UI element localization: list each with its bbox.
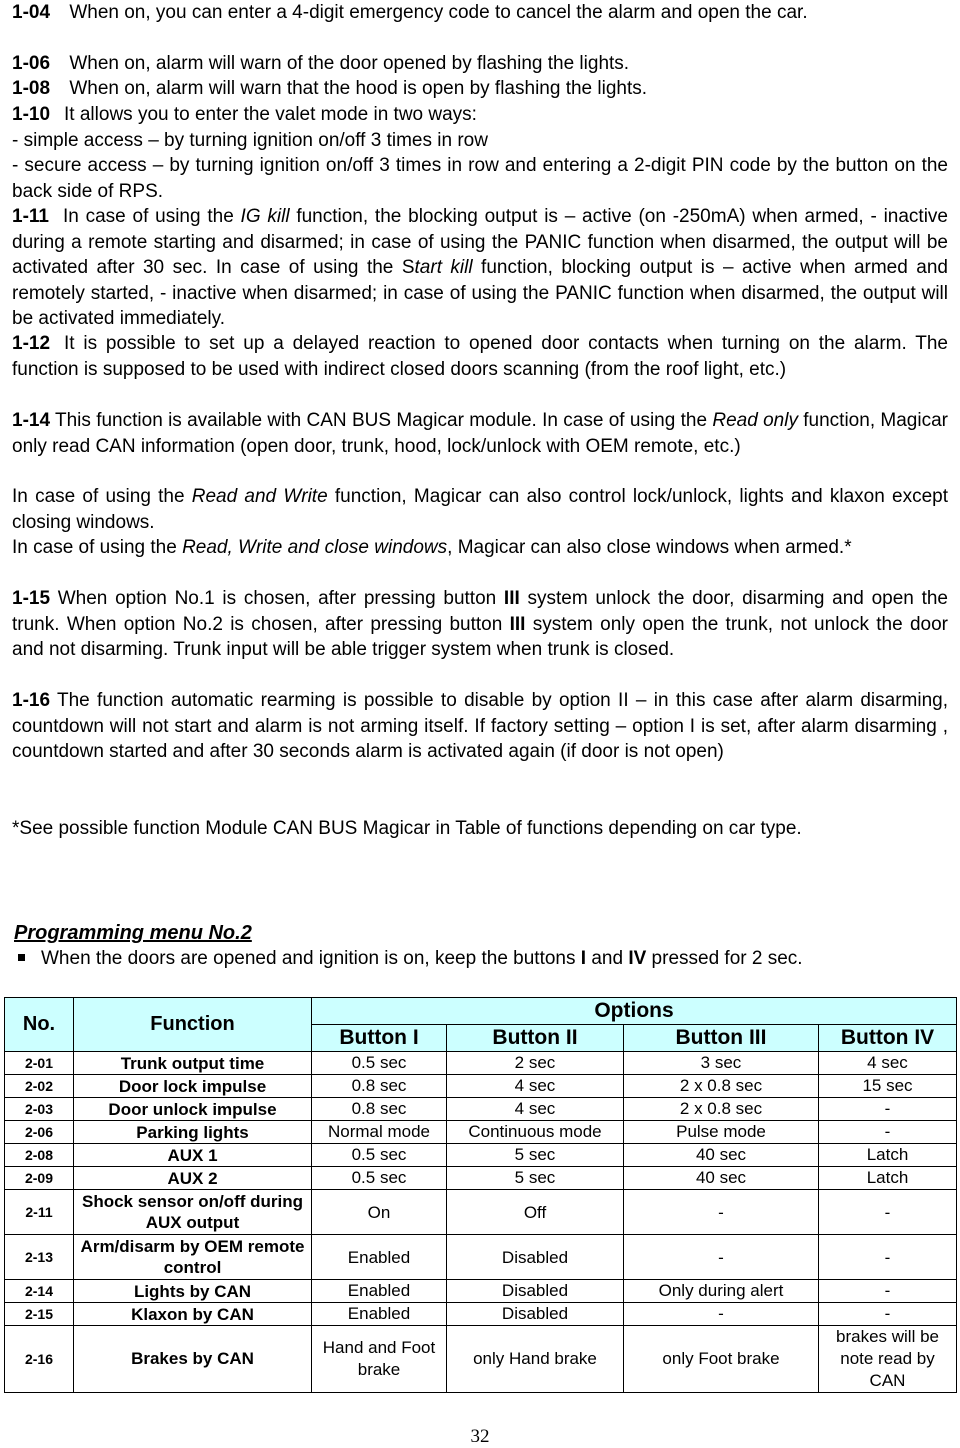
cell-b4: - — [819, 1303, 957, 1326]
cell-no: 2-01 — [5, 1052, 74, 1075]
cell-no: 2-08 — [5, 1144, 74, 1167]
item-1-10: 1-10 It allows you to enter the valet mode in two ways: - simple access – by turning ignition on/off 3 times in row - secure access – by turning ignition on/off 3 times in row and entering a 2-digit PIN code by the button on the back side of RPS. — [12, 104, 948, 202]
header-function: Function — [74, 998, 312, 1052]
cell-fn: AUX 2 — [74, 1167, 312, 1190]
header-button-1: Button I — [312, 1025, 447, 1052]
bullet-square-icon — [18, 954, 25, 961]
cell-no: 2-02 — [5, 1075, 74, 1098]
cell-b2: Off — [447, 1190, 624, 1235]
cell-fn: Shock sensor on/off during AUX output — [74, 1190, 312, 1235]
cell-fn: Brakes by CAN — [74, 1326, 312, 1393]
table-row — [5, 1167, 957, 1190]
table-row — [5, 1052, 957, 1075]
cell-b4: Latch — [819, 1144, 957, 1167]
cell-b3: 2 x 0.8 sec — [624, 1098, 819, 1121]
item-1-08: 1-08 When on, alarm will warn that the hood is open by flashing the lights. — [12, 78, 648, 99]
cell-b3: - — [624, 1303, 819, 1326]
cell-b1: 0.8 sec — [312, 1075, 447, 1098]
header-button-4: Button IV — [819, 1025, 957, 1052]
cell-b2: 4 sec — [447, 1098, 624, 1121]
cell-fn: Door lock impulse — [74, 1075, 312, 1098]
cell-b4: - — [819, 1121, 957, 1144]
cell-no: 2-03 — [5, 1098, 74, 1121]
cell-b1: On — [312, 1190, 447, 1235]
cell-b4: 15 sec — [819, 1075, 957, 1098]
item-1-06: 1-06 When on, alarm will warn of the door opened by flashing the lights. — [12, 53, 630, 74]
cell-b1: 0.8 sec — [312, 1098, 447, 1121]
item-1-15: 1-15 When option No.1 is chosen, after pressing button III system unlock the door, disarming and open the trunk. When option No.2 is chosen, after pressing button III system only open the trunk, not unlock the door and not disarming. Trunk input will be able trigger system when trunk is closed. — [12, 588, 948, 661]
cell-b3: Pulse mode — [624, 1121, 819, 1144]
cell-b2: 2 sec — [447, 1052, 624, 1075]
cell-b2: Disabled — [447, 1235, 624, 1280]
cell-no: 2-09 — [5, 1167, 74, 1190]
table-row — [5, 1280, 957, 1303]
cell-fn: Trunk output time — [74, 1052, 312, 1075]
cell-b1: Enabled — [312, 1303, 447, 1326]
cell-b3: only Foot brake — [624, 1326, 819, 1393]
options-table — [4, 997, 957, 1393]
item-1-14-close-windows: In case of using the Read, Write and close windows, Magicar can also close windows when armed.* — [12, 537, 852, 558]
programming-menu-title: Programming menu No.2 — [14, 922, 252, 944]
item-1-04: 1-04 When on, you can enter a 4-digit emergency code to cancel the alarm and open the car. — [12, 2, 808, 23]
cell-b2: Continuous mode — [447, 1121, 624, 1144]
cell-b1: Hand and Foot brake — [312, 1326, 447, 1393]
cell-b2: Disabled — [447, 1280, 624, 1303]
cell-b4: brakes will be note read by CAN — [819, 1326, 957, 1393]
item-1-14-read-write: In case of using the Read and Write function, Magicar can also control lock/unlock, lights and klaxon except closing windows. — [12, 486, 948, 533]
cell-fn: Klaxon by CAN — [74, 1303, 312, 1326]
cell-b1: Enabled — [312, 1235, 447, 1280]
header-button-2: Button II — [447, 1025, 624, 1052]
cell-b1: Normal mode — [312, 1121, 447, 1144]
table-row — [5, 1303, 957, 1326]
cell-fn: Door unlock impulse — [74, 1098, 312, 1121]
table-row — [5, 1235, 957, 1280]
table-row — [5, 1098, 957, 1121]
cell-no: 2-11 — [5, 1190, 74, 1235]
cell-no: 2-16 — [5, 1326, 74, 1393]
cell-b2: only Hand brake — [447, 1326, 624, 1393]
cell-fn: Lights by CAN — [74, 1280, 312, 1303]
header-no: No. — [5, 998, 74, 1052]
cell-b3: 2 x 0.8 sec — [624, 1075, 819, 1098]
table-row — [5, 1326, 957, 1393]
table-row — [5, 1144, 957, 1167]
cell-b2: 5 sec — [447, 1144, 624, 1167]
cell-b3: 3 sec — [624, 1052, 819, 1075]
cell-b3: Only during alert — [624, 1280, 819, 1303]
table-row — [5, 1121, 957, 1144]
footnote: *See possible function Module CAN BUS Magicar in Table of functions depending on car type. — [12, 818, 802, 839]
cell-b3: 40 sec — [624, 1144, 819, 1167]
item-1-16: 1-16 The function automatic rearming is possible to disable by option II – in this case after alarm disarming, countdown will not start and alarm is not arming itself. If factory setting – option I is set, after alarm disarming , countdown started and after 30 seconds alarm is activated again (if door is not open) — [12, 690, 948, 763]
cell-b2: 4 sec — [447, 1075, 624, 1098]
cell-b4: - — [819, 1098, 957, 1121]
cell-b3: 40 sec — [624, 1167, 819, 1190]
table-row — [5, 1075, 957, 1098]
item-1-14: 1-14 This function is available with CAN BUS Magicar module. In case of using the Read only function, Magicar only read CAN information (open door, trunk, hood, lock/unlock with OEM remote, etc.) — [12, 410, 948, 457]
programming-instruction: When the doors are opened and ignition is on, keep the buttons I and IV pressed for 2 sec. — [14, 946, 948, 971]
cell-b1: Enabled — [312, 1280, 447, 1303]
cell-no: 2-14 — [5, 1280, 74, 1303]
cell-fn: Arm/disarm by OEM remote control — [74, 1235, 312, 1280]
cell-no: 2-06 — [5, 1121, 74, 1144]
cell-b3: - — [624, 1235, 819, 1280]
cell-no: 2-13 — [5, 1235, 74, 1280]
cell-b1: 0.5 sec — [312, 1144, 447, 1167]
cell-b1: 0.5 sec — [312, 1052, 447, 1075]
cell-b4: - — [819, 1280, 957, 1303]
cell-b4: 4 sec — [819, 1052, 957, 1075]
page-number: 32 — [470, 1426, 490, 1447]
header-button-3: Button III — [624, 1025, 819, 1052]
cell-b3: - — [624, 1190, 819, 1235]
cell-fn: Parking lights — [74, 1121, 312, 1144]
cell-no: 2-15 — [5, 1303, 74, 1326]
cell-b2: Disabled — [447, 1303, 624, 1326]
cell-fn: AUX 1 — [74, 1144, 312, 1167]
cell-b1: 0.5 sec — [312, 1167, 447, 1190]
cell-b4: - — [819, 1190, 957, 1235]
header-options: Options — [312, 998, 957, 1025]
item-1-11: 1-11 In case of using the IG kill function, the blocking output is – active (on -250mA) when armed, - inactive during a remote starting and disarmed; in case of using the PANIC function when disarmed, the output will be activated after 30 sec. In case of using the Start kill function, blocking output is – active when armed and remotely started, - inactive when disarmed; in case of using the PANIC function when disarmed, the output will be activated immediately. — [12, 206, 948, 330]
cell-b2: 5 sec — [447, 1167, 624, 1190]
item-1-12: 1-12 It is possible to set up a delayed reaction to opened door contacts when turning on the alarm. The function is supposed to be used with indirect closed doors scanning (from the roof light, etc.) — [12, 333, 948, 380]
cell-b4: Latch — [819, 1167, 957, 1190]
table-row — [5, 1190, 957, 1235]
cell-b4: - — [819, 1235, 957, 1280]
